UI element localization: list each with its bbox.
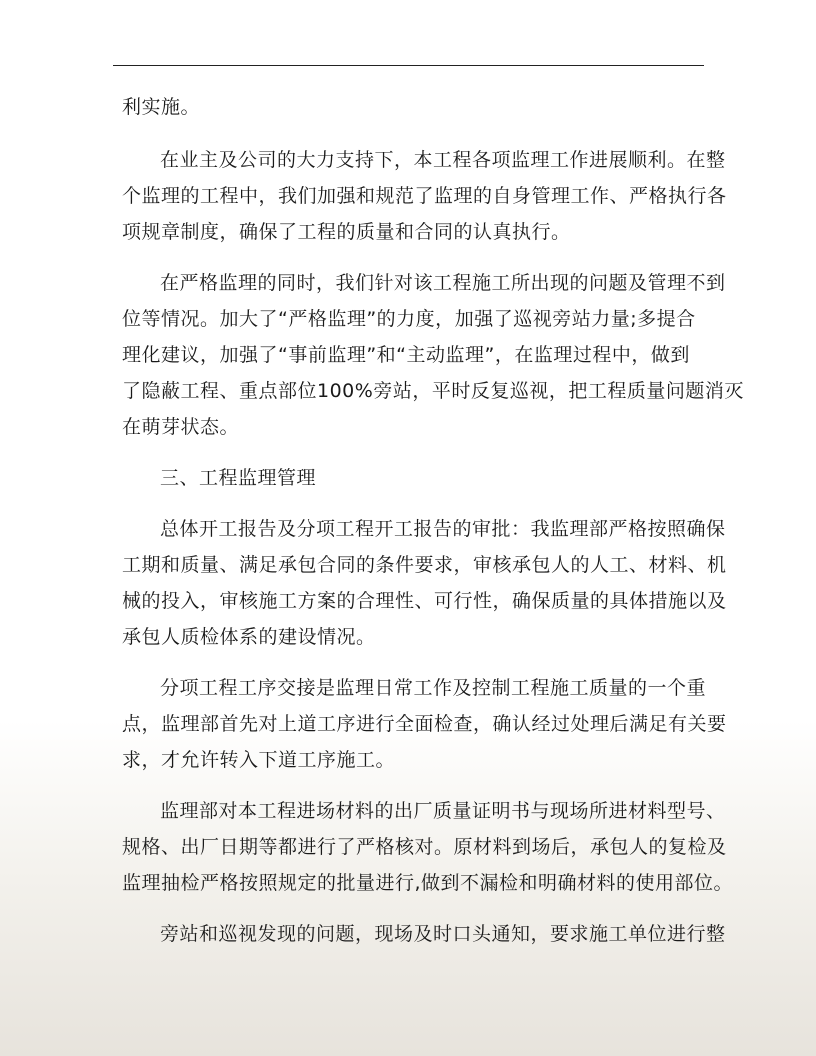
text-line: 规格、出厂日期等都进行了严格核对。原材料到场后，承包人的复检及 <box>122 836 727 858</box>
text-line: 在业主及公司的大力支持下，本工程各项监理工作进展顺利。在整 <box>160 149 726 171</box>
text-line: 位等情况。加大了“严格监理”的力度，加强了巡视旁站力量;多提合 <box>122 308 696 330</box>
text-line: 分项工程工序交接是监理日常工作及控制工程施工质量的一个重 <box>160 677 707 699</box>
text-line: 工期和质量、满足承包合同的条件要求，审核承包人的人工、材料、机 <box>122 554 727 576</box>
text-line: 在萌芽状态。 <box>122 416 240 438</box>
text-line: 承包人质检体系的建设情况。 <box>122 626 376 648</box>
text-line: 械的投入，审核施工方案的合理性、可行性，确保质量的具体措施以及 <box>122 590 727 612</box>
text-line: 项规章制度，确保了工程的质量和合同的认真执行。 <box>122 221 571 243</box>
text-line: 监理部对本工程进场材料的出厂质量证明书与现场所进材料型号、 <box>160 800 726 822</box>
header-rule <box>113 65 704 66</box>
text-line: 总体开工报告及分项工程开工报告的审批：我监理部严格按照确保 <box>160 518 726 540</box>
text-line: 点，监理部首先对上道工序进行全面检查，确认经过处理后满足有关要 <box>122 713 727 735</box>
text-line: 求，才允许转入下道工序施工。 <box>122 749 396 771</box>
text-line: 个监理的工程中，我们加强和规范了监理的自身管理工作、严格执行各 <box>122 185 727 207</box>
text-line: 利实施。 <box>122 96 201 118</box>
text-line: 在严格监理的同时，我们针对该工程施工所出现的问题及管理不到 <box>160 272 726 294</box>
text-line: 旁站和巡视发现的问题，现场及时口头通知，要求施工单位进行整 <box>160 923 726 945</box>
section-heading: 三、工程监理管理 <box>160 467 317 489</box>
text-line: 了隐蔽工程、重点部位100%旁站，平时反复巡视，把工程质量问题消灭 <box>122 380 744 402</box>
text-line: 监理抽检严格按照规定的批量进行,做到不漏检和明确材料的使用部位。 <box>122 872 734 894</box>
text-line: 理化建议，加强了“事前监理”和“主动监理”，在监理过程中，做到 <box>122 344 690 366</box>
